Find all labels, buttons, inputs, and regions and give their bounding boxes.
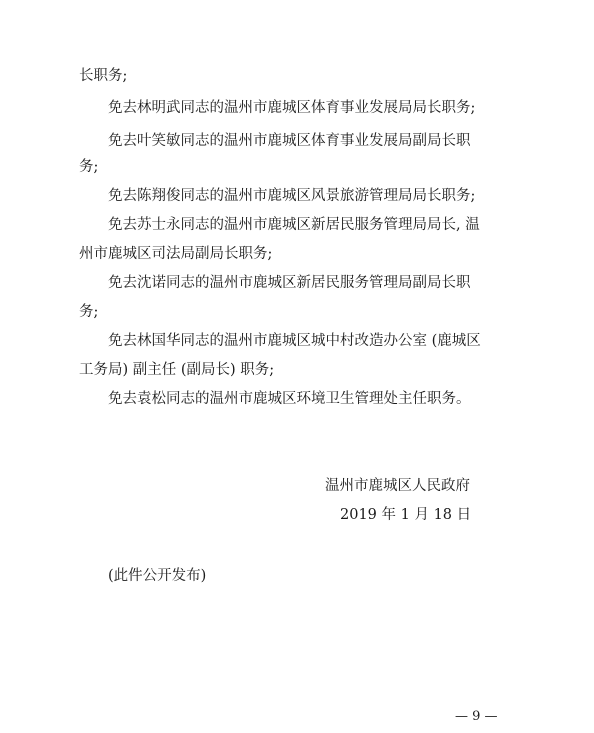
body-line: 工务局) 副主任 (副局长) 职务; bbox=[79, 362, 275, 378]
body-line: 务; bbox=[79, 304, 99, 320]
body-line: 免去林明武同志的温州市鹿城区体育事业发展局局长职务; bbox=[108, 100, 476, 116]
body-line: 免去沈诺同志的温州市鹿城区新居民服务管理局副局长职 bbox=[108, 275, 471, 291]
body-line: 州市鹿城区司法局副局长职务; bbox=[79, 246, 273, 262]
issue-date: 2019 年 1 月 18 日 bbox=[340, 507, 472, 523]
publication-note: (此件公开发布) bbox=[108, 568, 207, 584]
issuing-organization: 温州市鹿城区人民政府 bbox=[325, 478, 470, 494]
page-number: — 9 — bbox=[455, 709, 498, 724]
body-line: 务; bbox=[79, 159, 99, 175]
body-line: 免去叶笑敏同志的温州市鹿城区体育事业发展局副局长职 bbox=[108, 133, 471, 149]
body-line: 免去陈翔俊同志的温州市鹿城区风景旅游管理局局长职务; bbox=[108, 188, 476, 204]
body-line: 长职务; bbox=[79, 68, 128, 84]
body-line: 免去袁松同志的温州市鹿城区环境卫生管理处主任职务。 bbox=[108, 391, 471, 407]
body-line: 免去苏士永同志的温州市鹿城区新居民服务管理局局长, 温 bbox=[108, 217, 480, 233]
body-line: 免去林国华同志的温州市鹿城区城中村改造办公室 (鹿城区 bbox=[108, 333, 481, 349]
